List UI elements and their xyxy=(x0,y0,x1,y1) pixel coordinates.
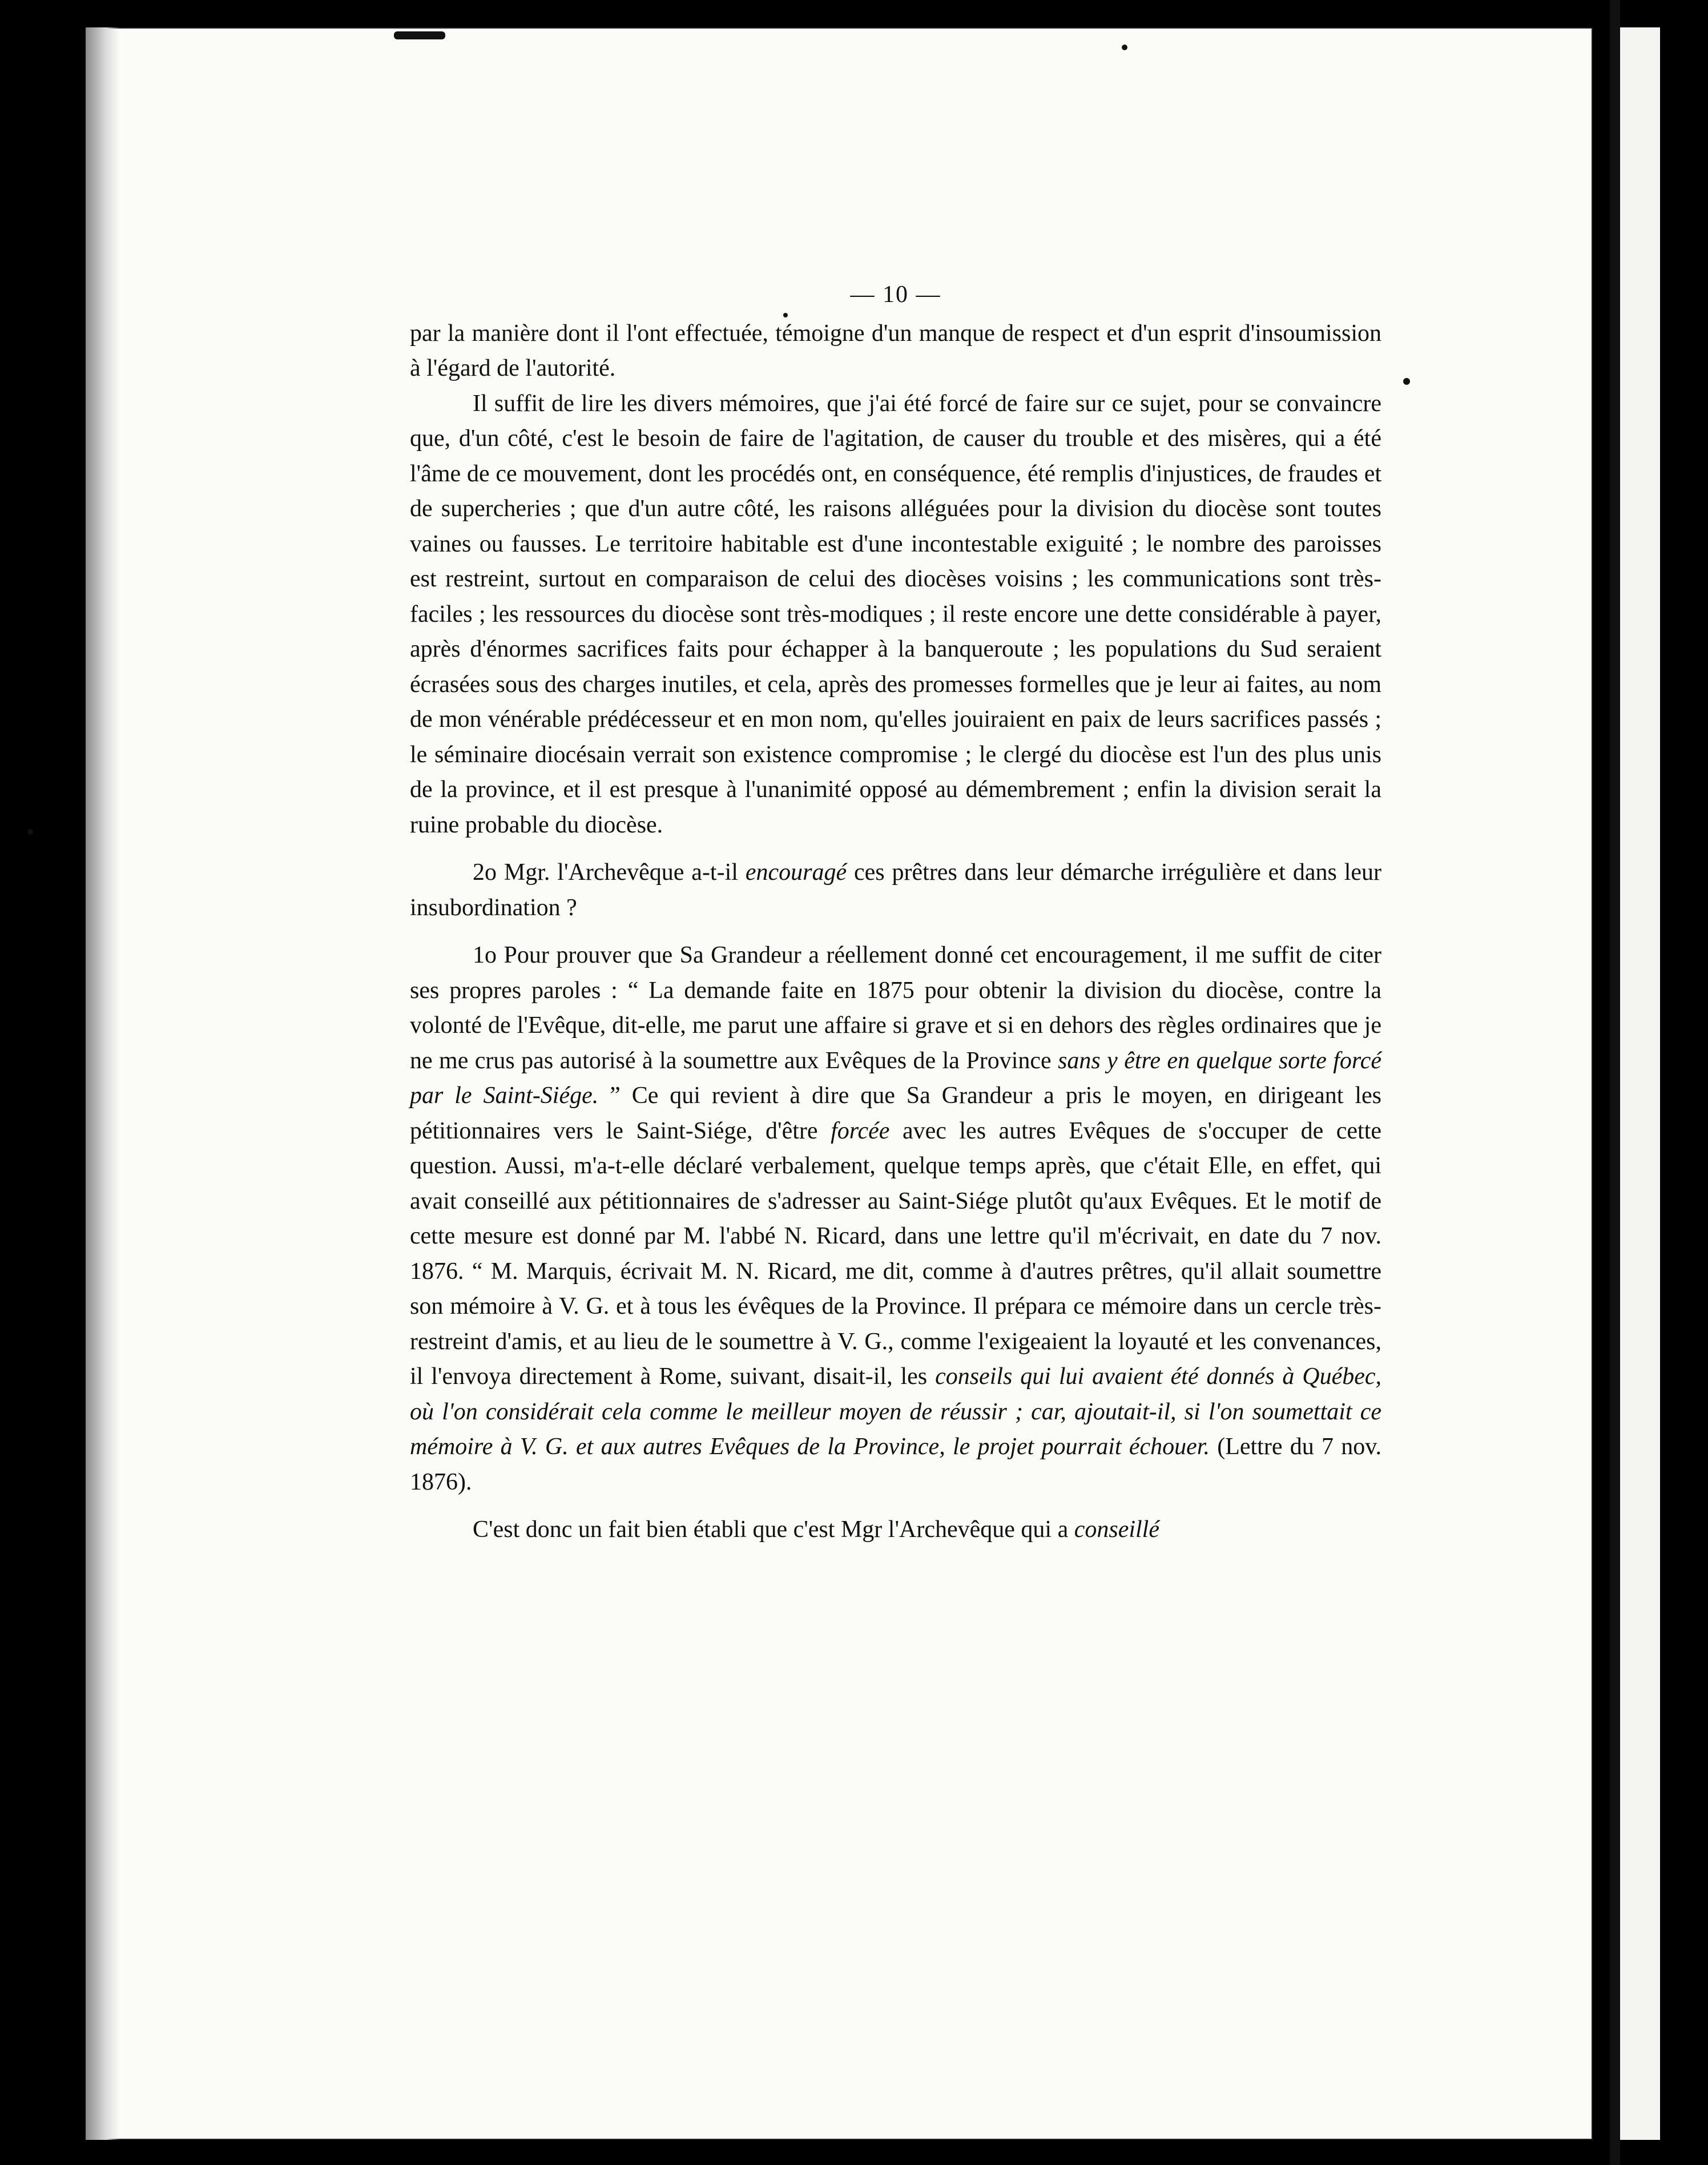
paragraph-memoires xyxy=(410,387,1381,843)
scan-speck xyxy=(394,31,445,39)
text-run: C'est donc un fait bien établi que c'est Mgr l'Archevêque qui a xyxy=(473,1516,1074,1543)
text-run: (Lettre du 7 nov. 1876). xyxy=(410,1434,1381,1495)
scan-speck xyxy=(1122,45,1127,50)
paragraph-conclusion xyxy=(410,1512,1381,1548)
binding-shadow xyxy=(86,27,120,2140)
text-run: 1o Pour prouver que Sa Grandeur a réellement donné cet encouragement, il me suffit de citer ses propres paroles : “ La demande faite en 1875 pour obtenir la division du diocèse, contre la volonté de l'Evêque, dit-elle, me parut une affaire si grave et si en dehors des règles ordinaires que je ne me crus pas autorisé à la soumettre aux Evêques de la Province xyxy=(410,942,1381,1074)
scan-speck xyxy=(1403,378,1410,385)
text-run: Il suffit de lire les divers mémoires, que j'ai été forcé de faire sur ce sujet, pour se convaincre que, d'un côté, c'est le besoin de faire de l'agitation, de causer du trouble et des misères, qui a été l'âme de ce mouvement, dont les procédés ont, en conséquence, été remplis d'injustices, de fraudes et de supercheries ; que d'un autre côté, les raisons alléguées pour la division du diocèse sont toutes vaines ou fausses. Le territoire habitable est d'une incontestable exiguité ; le nombre des paroisses est restreint, surtout en comparaison de celui des diocèses voisins ; les communications sont très-faciles ; les ressources du diocèse sont très-modiques ; il reste encore une dette considérable à payer, après d'énormes sacrifices faits pour échapper à la banqueroute ; les populations du Sud seraient écrasées sous des charges inutiles, et cela, après des promesses formelles que je leur ai faites, au nom de mon vénérable prédécesseur et en mon nom, qu'elles jouiraient en paix de leurs sacrifices passés ; le séminaire diocésain verrait son existence compromise ; le clergé du diocèse est l'un des plus unis de la province, et il est presque à l'unanimité opposé au démembrement ; enfin la division serait la ruine probable du diocèse. xyxy=(410,390,1381,838)
text-run: par la manière dont il l'ont effectuée, témoigne d'un manque de respect et d'un esprit d'insoumission à l'égard de l'autorité. xyxy=(410,320,1381,381)
italic-run: encouragé xyxy=(745,859,847,886)
paragraph-question-2 xyxy=(410,855,1381,925)
scan-speck xyxy=(27,829,33,835)
next-page-sliver xyxy=(1620,27,1660,2140)
paragraph-continued xyxy=(410,316,1381,387)
paragraph-point-1 xyxy=(410,938,1381,1500)
page-edge-divider xyxy=(1610,0,1620,2165)
italic-run: conseils qui lui avaient été donnés à Québec, où l'on considérait cela comme le meilleur moyen de réussir ; car, ajoutait-il, si l'on soumettait ce mémoire à V. G. et aux autres Evêques de la Province, le projet pourrait échouer. xyxy=(410,1363,1381,1460)
italic-run: sans y être en quelque sorte forcé par le Saint-Siége. xyxy=(410,1047,1381,1109)
italic-run: conseillé xyxy=(1074,1516,1159,1543)
text-run: avec les autres Evêques de s'occuper de cette question. Aussi, m'a-t-elle déclaré verbalement, quelque temps après, que c'était Elle, en effet, qui avait conseillé aux pétitionnaires de s'adresser au Saint-Siége plutôt qu'aux Evêques. Et le motif de cette mesure est donné par M. l'abbé N. Ricard, dans une lettre qu'il m'écrivait, en date du 7 nov. 1876. “ M. Marquis, écrivait M. N. Ricard, me dit, comme à d'autres prêtres, qu'il allait soumettre son mémoire à V. G. et à tous les évêques de la Province. Il prépara ce mémoire dans un cercle très-restreint d'amis, et au lieu de le soumettre à V. G., comme l'exigeaient la loyauté et les convenances, il l'envoya directement à Rome, suivant, disait-il, les xyxy=(410,1117,1382,1390)
text-run: 2o Mgr. l'Archevêque a-t-il xyxy=(473,859,746,886)
body-text xyxy=(410,277,1381,1548)
italic-run: forcée xyxy=(831,1117,890,1144)
page-number: — 10 — xyxy=(850,281,941,308)
text-run: ces prêtres dans leur démarche irrégulière et dans leur insubordination ? xyxy=(410,859,1382,921)
text-run: ” Ce qui revient à dire que Sa Grandeur a pris le moyen, en dirigeant les pétitionnaires vers le Saint-Siége, d'être xyxy=(410,1082,1381,1144)
